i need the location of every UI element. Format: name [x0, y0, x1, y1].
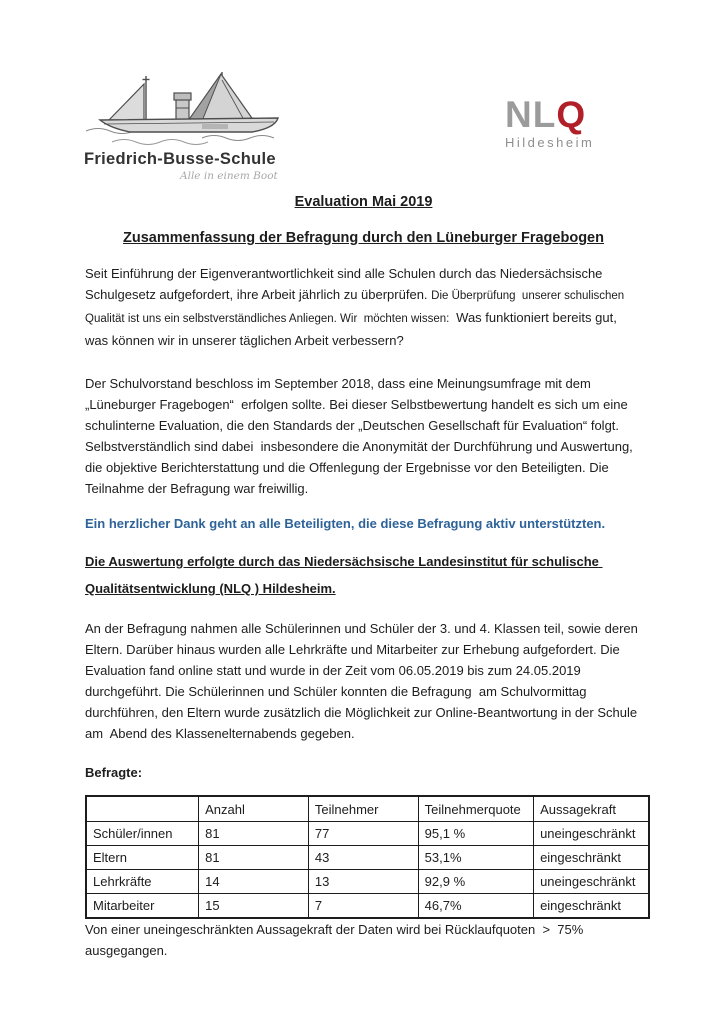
table-row — [86, 846, 649, 870]
table-row — [86, 870, 649, 894]
cell-teilnehmer: 77 — [308, 822, 418, 846]
cell-quote: 95,1 % — [418, 822, 533, 846]
header-cell-teilnehmer: Teilnehmer — [308, 796, 418, 822]
intro-segment-small: Die Überprüfung unserer schulischen Qualität ist uns ein selbstverständliches Anliegen. Wir möchten wissen: — [85, 290, 628, 325]
document-title: Evaluation Mai 2019 — [294, 194, 433, 210]
document-header — [0, 0, 724, 186]
header-cell-teilnehmerquote: Teilnehmerquote — [418, 796, 533, 822]
school-name: Friedrich-Busse-Schule — [84, 150, 276, 168]
cell-anzahl: 81 — [199, 846, 309, 870]
sailboat-icon — [84, 68, 289, 148]
document-body — [85, 192, 642, 961]
table-row — [86, 822, 649, 846]
cell-aussagekraft: uneingeschränkt — [534, 870, 649, 894]
cell-anzahl: 15 — [199, 894, 309, 919]
cell-anzahl: 81 — [199, 822, 309, 846]
befragte-label: Befragte: — [85, 765, 143, 780]
paragraph-befragung-ablauf: An der Befragung nahmen alle Schülerinnen und Schüler der 3. und 4. Klassen teil, sowie deren Eltern. Darüber hinaus wurden alle Lehrkräfte und Mitarbeiter zur Erhebung aufgefordert. Die Evaluation fand online statt und wurde in der Zeit vom 06.05.2019 bis zum 24.05.2019 durchgeführt. Die Schülerinnen und Schüler konnten die Befragung am Schulvormittag durchführen, den Eltern wurde zusätzlich die Möglichkeit zur Online-Beantwortung in der Schule am Abend des Klassenelternabends gegeben. — [85, 621, 642, 741]
cell-quote: 53,1% — [418, 846, 533, 870]
document-subtitle: Zusammenfassung der Befragung durch den Lüneburger Fragebogen — [123, 230, 604, 246]
paragraph-intro — [85, 263, 642, 351]
cell-aussagekraft: eingeschränkt — [534, 894, 649, 919]
nlq-letter-red: Q — [556, 94, 587, 135]
cell-teilnehmer: 13 — [308, 870, 418, 894]
header-cell-anzahl: Anzahl — [199, 796, 309, 822]
cell-teilnehmer: 43 — [308, 846, 418, 870]
table-row — [86, 894, 649, 919]
school-logo — [84, 68, 294, 182]
cell-aussagekraft: eingeschränkt — [534, 846, 649, 870]
nlq-logo — [505, 96, 594, 149]
paragraph-auswertung: Die Auswertung erfolgte durch das Niedersächsische Landesinstitut für schulische Qualitätsentwicklung (NLQ ) Hildesheim. — [85, 554, 603, 596]
cell-teilnehmer: 7 — [308, 894, 418, 919]
respondents-table — [85, 795, 650, 919]
cell-aussagekraft: uneingeschränkt — [534, 822, 649, 846]
nlq-letters — [505, 96, 594, 133]
intro-segment-normal-2: Was funktioniert bereits gut, was können wir in unserer täglichen Arbeit verbessern? — [85, 310, 621, 348]
header-cell-aussagekraft: Aussagekraft — [534, 796, 649, 822]
paragraph-closing: Von einer uneingeschränkten Aussagekraft der Daten wird bei Rücklaufquoten > 75% ausgegangen. — [85, 922, 587, 958]
school-motto: Alle in einem Boot — [180, 170, 278, 182]
cell-group: Lehrkräfte — [86, 870, 199, 894]
table-header-row — [86, 796, 649, 822]
cell-quote: 46,7% — [418, 894, 533, 919]
cell-group: Mitarbeiter — [86, 894, 199, 919]
cell-anzahl: 14 — [199, 870, 309, 894]
intro-segment-normal-1: Seit Einführung der Eigenverantwortlichkeit sind alle Schulen durch das Niedersächsische Schulgesetz aufgefordert, ihre Arbeit jährlich zu überprüfen. — [85, 266, 607, 302]
paragraph-thanks: Ein herzlicher Dank geht an alle Beteiligten, die diese Befragung aktiv unterstützten. — [85, 516, 606, 531]
paragraph-schulvorstand: Der Schulvorstand beschloss im September 2018, dass eine Meinungsumfrage mit dem „Lüneburger Fragebogen“ erfolgen sollte. Bei dieser Selbstbewertung handelt es sich um eine schulinterne Evaluation, die den Standards der „Deutschen Gesellschaft für Evaluation“ folgt. Selbstverständlich sind dabei insbesondere die Anonymität der Durchführung und Auswertung, die objektive Berichterstattung und die Offenlegung der Ergebnisse vor den Beteiligten. Die Teilnahme der Befragung war freiwillig. — [85, 376, 637, 496]
header-cell-empty — [86, 796, 199, 822]
cell-quote: 92,9 % — [418, 870, 533, 894]
cell-group: Eltern — [86, 846, 199, 870]
cell-group: Schüler/innen — [86, 822, 199, 846]
nlq-letters-gray: NL — [505, 94, 557, 135]
nlq-subtitle: Hildesheim — [505, 135, 595, 150]
